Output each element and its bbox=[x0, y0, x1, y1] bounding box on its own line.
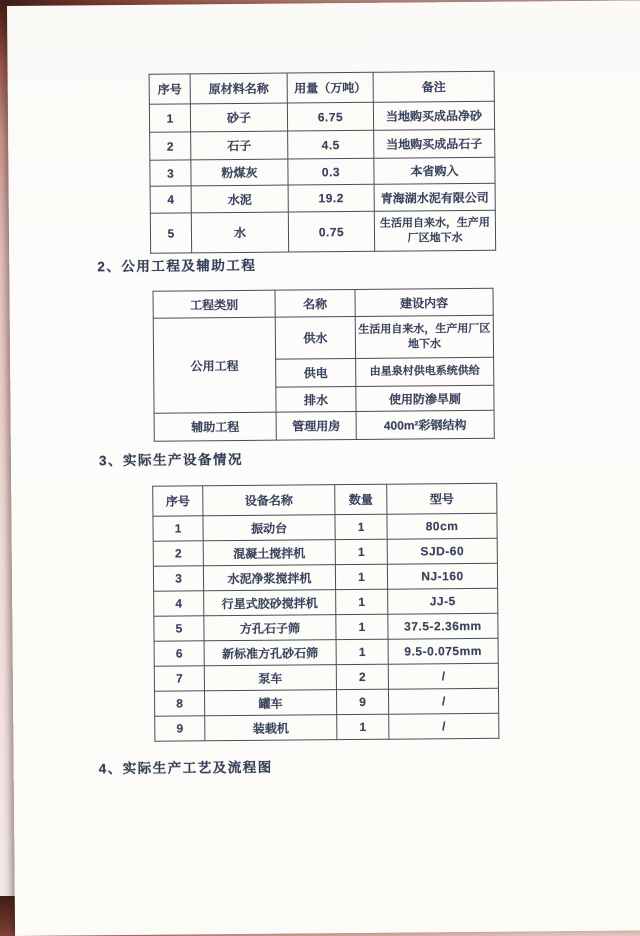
table-row bbox=[154, 410, 494, 441]
col-header: 设备名称 bbox=[203, 485, 335, 516]
col-header: 工程类别 bbox=[153, 290, 275, 318]
table-row bbox=[150, 129, 495, 160]
table-cell: 1 bbox=[335, 514, 387, 539]
table-cell-group: 公用工程 bbox=[153, 317, 276, 413]
table-cell: JJ-5 bbox=[388, 588, 498, 614]
table-cell: 1 bbox=[336, 589, 388, 614]
table-cell: 排水 bbox=[276, 386, 356, 412]
table-cell: 80cm bbox=[387, 513, 497, 539]
table-cell: 9 bbox=[155, 716, 205, 741]
col-header: 建设内容 bbox=[355, 288, 493, 316]
table-row bbox=[153, 315, 493, 360]
col-header: 备注 bbox=[373, 71, 494, 102]
table-cell: 生活用自来水，生产用厂区地下水 bbox=[374, 210, 495, 251]
table-cell: 1 bbox=[336, 639, 388, 664]
table-cell: / bbox=[388, 663, 498, 689]
table-cell: 1 bbox=[335, 564, 387, 589]
table-cell: 混凝土搅拌机 bbox=[203, 540, 335, 566]
table-cell: 9 bbox=[336, 689, 388, 714]
table-cell: 4.5 bbox=[288, 130, 374, 159]
table-row bbox=[153, 563, 497, 591]
table-cell: 水泥 bbox=[191, 185, 288, 213]
table-cell: 由星泉村供电系统供给 bbox=[356, 357, 494, 386]
table-cell: 4 bbox=[150, 186, 191, 213]
table-cell: 4 bbox=[154, 591, 204, 616]
table-header-row bbox=[149, 71, 494, 104]
table-row bbox=[154, 613, 498, 641]
utilities-table bbox=[152, 288, 494, 442]
table-row bbox=[155, 713, 499, 741]
table-cell: 1 bbox=[337, 714, 389, 739]
table-cell: 供电 bbox=[276, 358, 356, 387]
table-cell: 3 bbox=[153, 566, 203, 591]
table-cell: / bbox=[388, 688, 498, 714]
table-cell: 1 bbox=[336, 614, 388, 639]
table-row bbox=[150, 157, 495, 186]
table-cell: 19.2 bbox=[288, 184, 374, 212]
col-header: 用量（万吨） bbox=[287, 72, 373, 103]
table-cell: 供水 bbox=[275, 316, 355, 359]
table-cell: 2 bbox=[336, 664, 388, 689]
section-heading-process-flow: 4、实际生产工艺及流程图 bbox=[98, 759, 273, 777]
table-cell: 1 bbox=[153, 516, 203, 541]
equipment-table bbox=[152, 483, 499, 742]
table-cell: 7 bbox=[154, 666, 204, 691]
table-row bbox=[154, 588, 498, 616]
table-row bbox=[150, 210, 495, 253]
table-row bbox=[153, 513, 497, 541]
table-cell: NJ-160 bbox=[387, 563, 497, 589]
table-cell: 泵车 bbox=[204, 665, 336, 691]
table-cell: 行星式胶砂搅拌机 bbox=[204, 590, 336, 616]
table-cell: 本省购入 bbox=[374, 157, 495, 184]
table-row bbox=[154, 688, 498, 716]
table-cell: 生活用自来水，生产用厂区地下水 bbox=[355, 315, 493, 358]
table-cell: 方孔石子筛 bbox=[204, 615, 336, 641]
table-cell: 水泥净浆搅拌机 bbox=[203, 565, 335, 591]
table-cell: 砂子 bbox=[190, 103, 287, 132]
table-cell: 1 bbox=[149, 104, 190, 132]
table-cell: 3 bbox=[150, 160, 191, 186]
section-heading-utilities: 2、公用工程及辅助工程 bbox=[97, 257, 257, 275]
col-header: 原材料名称 bbox=[190, 73, 287, 104]
table-row bbox=[153, 538, 497, 566]
table-cell: 0.3 bbox=[288, 158, 374, 185]
table-cell: 青海湖水泥有限公司 bbox=[374, 183, 495, 211]
col-header: 序号 bbox=[149, 74, 190, 104]
col-header: 型号 bbox=[387, 483, 497, 514]
table-row bbox=[154, 663, 498, 691]
table-cell: 8 bbox=[154, 691, 204, 716]
table-row bbox=[149, 101, 494, 132]
table-cell: 装载机 bbox=[205, 715, 337, 741]
table-cell: 罐车 bbox=[204, 690, 336, 716]
table-row bbox=[154, 638, 498, 666]
table-cell: 6 bbox=[154, 641, 204, 666]
raw-materials-table bbox=[149, 71, 497, 254]
table-cell: 石子 bbox=[191, 131, 288, 160]
table-cell: 新标准方孔砂石筛 bbox=[204, 640, 336, 666]
section-heading-equipment: 3、实际生产设备情况 bbox=[98, 451, 244, 469]
table-cell: / bbox=[389, 713, 499, 739]
col-header: 数量 bbox=[335, 484, 387, 514]
table-cell: 1 bbox=[335, 539, 387, 564]
table-cell: 粉煤灰 bbox=[191, 159, 288, 186]
col-header: 名称 bbox=[275, 289, 355, 317]
table-cell: 5 bbox=[154, 616, 204, 641]
table-cell: 37.5-2.36mm bbox=[388, 613, 498, 639]
table-cell: 使用防渗旱厕 bbox=[356, 385, 494, 411]
table-cell: SJD-60 bbox=[387, 538, 497, 564]
table-cell: 辅助工程 bbox=[154, 412, 276, 441]
table-row bbox=[150, 183, 495, 213]
table-cell: 水 bbox=[191, 212, 288, 253]
table-cell: 管理用房 bbox=[276, 411, 356, 440]
table-header-row bbox=[153, 288, 493, 318]
table-cell: 400m²彩钢结构 bbox=[356, 410, 494, 439]
col-header: 序号 bbox=[153, 486, 203, 516]
table-cell: 当地购买成品石子 bbox=[374, 129, 495, 158]
table-cell: 振动台 bbox=[203, 515, 335, 541]
table-cell: 6.75 bbox=[287, 102, 373, 131]
table-cell: 9.5-0.075mm bbox=[388, 638, 498, 664]
table-cell: 2 bbox=[150, 132, 191, 160]
paper-sheet bbox=[7, 0, 640, 936]
table-cell: 5 bbox=[150, 213, 191, 253]
table-header-row bbox=[153, 483, 497, 516]
table-cell: 当地购买成品净砂 bbox=[373, 101, 494, 130]
table-cell: 0.75 bbox=[288, 211, 374, 252]
table-cell: 2 bbox=[153, 541, 203, 566]
